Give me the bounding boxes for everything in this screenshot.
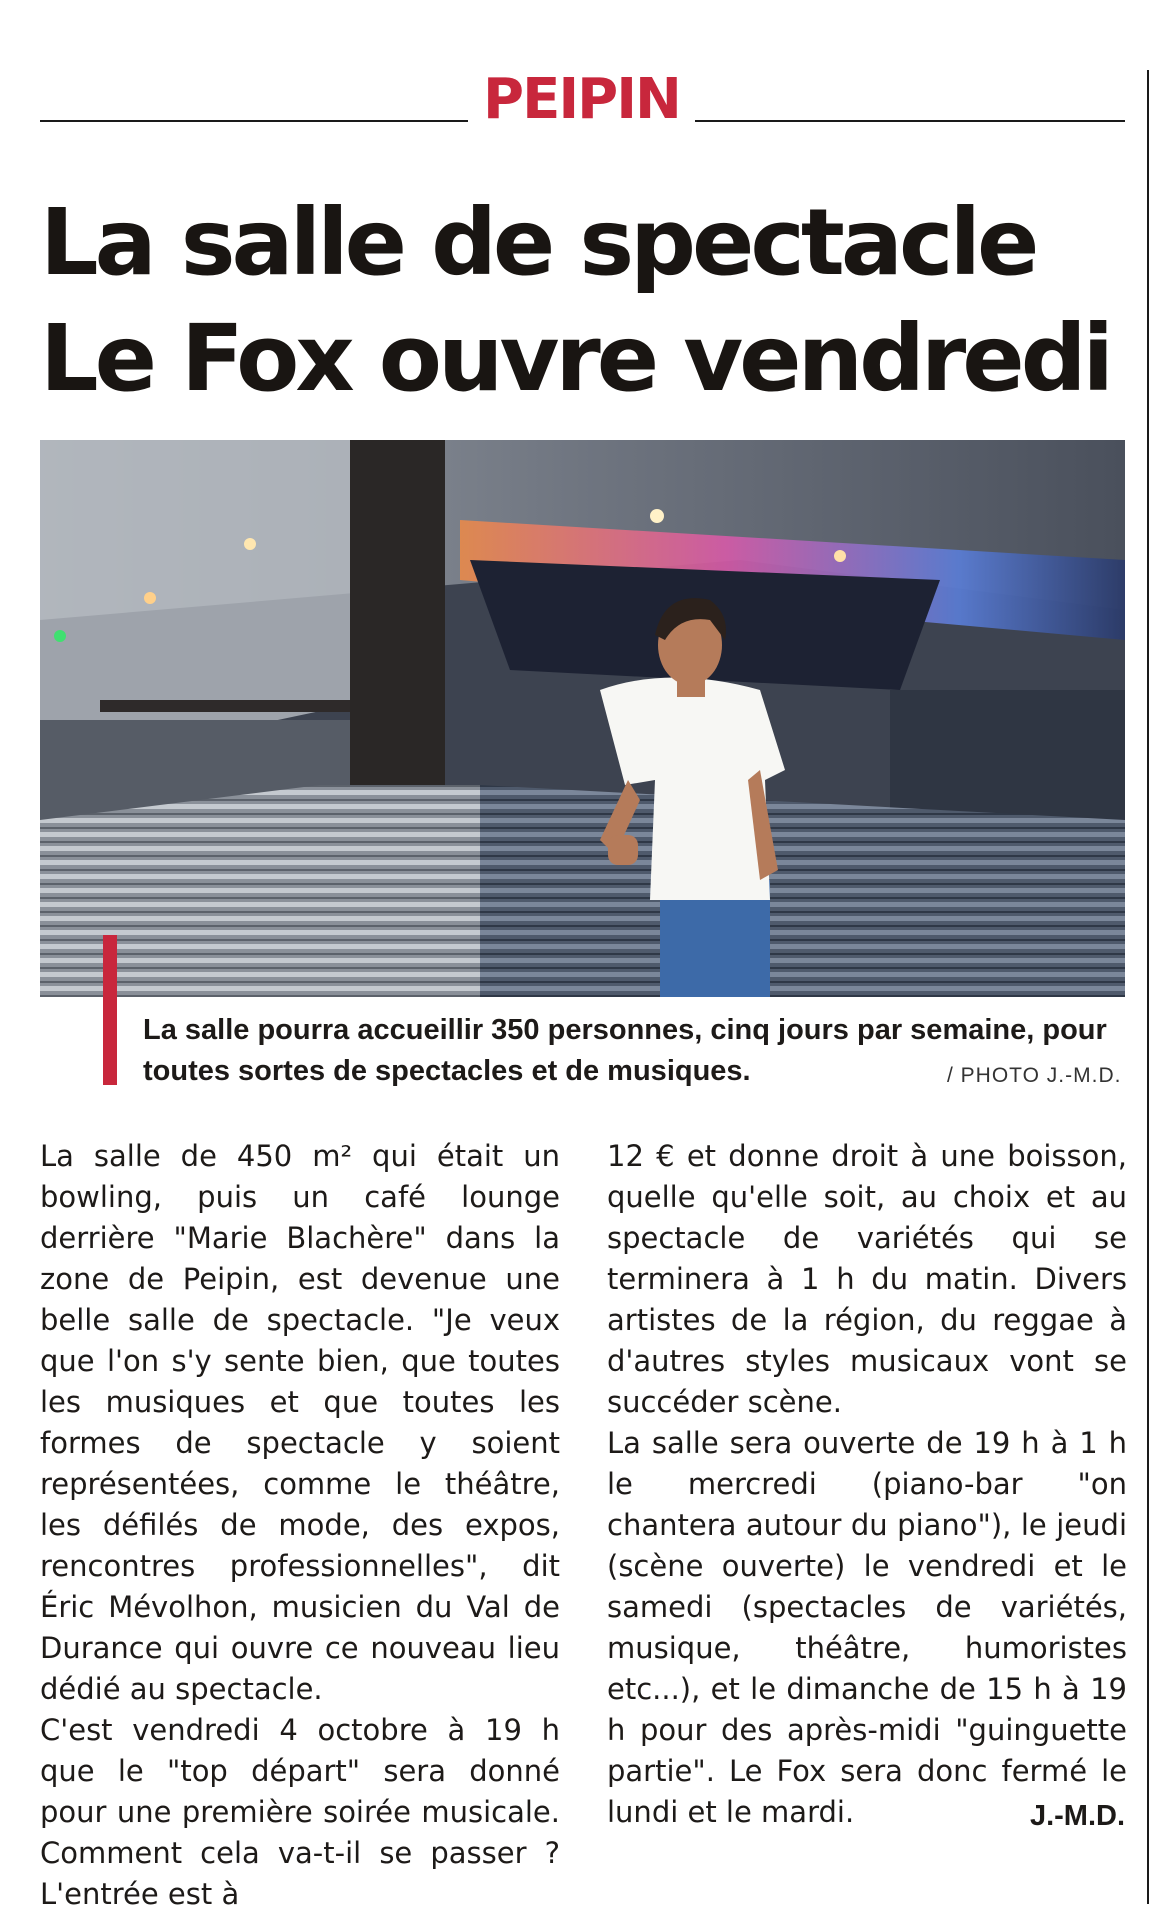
author-signature: J.-M.D. [1029, 1800, 1125, 1832]
article-photo [40, 440, 1125, 997]
paragraph: La salle sera ouverte de 19 h à 1 h le mercredi (piano-bar "on chantera autour du piano"), le jeudi (scène ouverte) le vendredi et le samedi (spectacles de variétés, musique, théâtre, humoristes etc...), et le dimanche de 15 h à 19 h pour des après-midi "guinguette partie". Le Fox sera donc fermé le lundi et le mardi. [607, 1426, 1127, 1829]
paragraph: 12 € et donne droit à une boisson, quelle qu'elle soit, au choix et au spectacle de variétés qui se terminera à 1 h du matin. Divers artistes de la région, du reggae à d'autres styles musicaux vont se succéder scène. [607, 1139, 1127, 1419]
section-header [40, 60, 1125, 140]
article-column-left [40, 1136, 560, 1915]
column-rule [1147, 70, 1149, 1904]
caption-accent-bar [103, 935, 117, 1085]
section-label: PEIPIN [483, 67, 680, 132]
paragraph: La salle de 450 m² qui était un bowling, puis un café lounge derrière "Marie Blachère" dans la zone de Peipin, est devenue une belle salle de spectacle. "Je veux que l'on s'y sente bien, que toutes les musiques et que toutes les formes de spectacle y soient représentées, comme le théâtre, les défilés de mode, des expos, rencontres professionnelles", dit Éric Mévolhon, musicien du Val de Durance qui ouvre ce nouveau lieu dédié au spectacle. [40, 1139, 560, 1706]
header-rule-right [695, 120, 1125, 122]
headline-line-2: Le Fox ouvre vendredi [40, 305, 1111, 412]
article-column-right [607, 1136, 1127, 1833]
paragraph: C'est vendredi 4 octobre à 19 h que le "top départ" sera donné pour une première soirée musicale. Comment cela va-t-il se passer ? L'entrée est à [40, 1713, 560, 1911]
photo-credit: / PHOTO J.-M.D. [947, 1064, 1122, 1087]
photo-caption: La salle pourra accueillir 350 personnes, cinq jours par semaine, pour toutes sortes de spectacles et de musiques. [143, 1014, 1107, 1087]
header-rule-left [40, 120, 468, 122]
photo-of-man-in-venue [40, 440, 1125, 997]
headline [40, 185, 1125, 417]
headline-line-1: La salle de spectacle [40, 189, 1036, 296]
